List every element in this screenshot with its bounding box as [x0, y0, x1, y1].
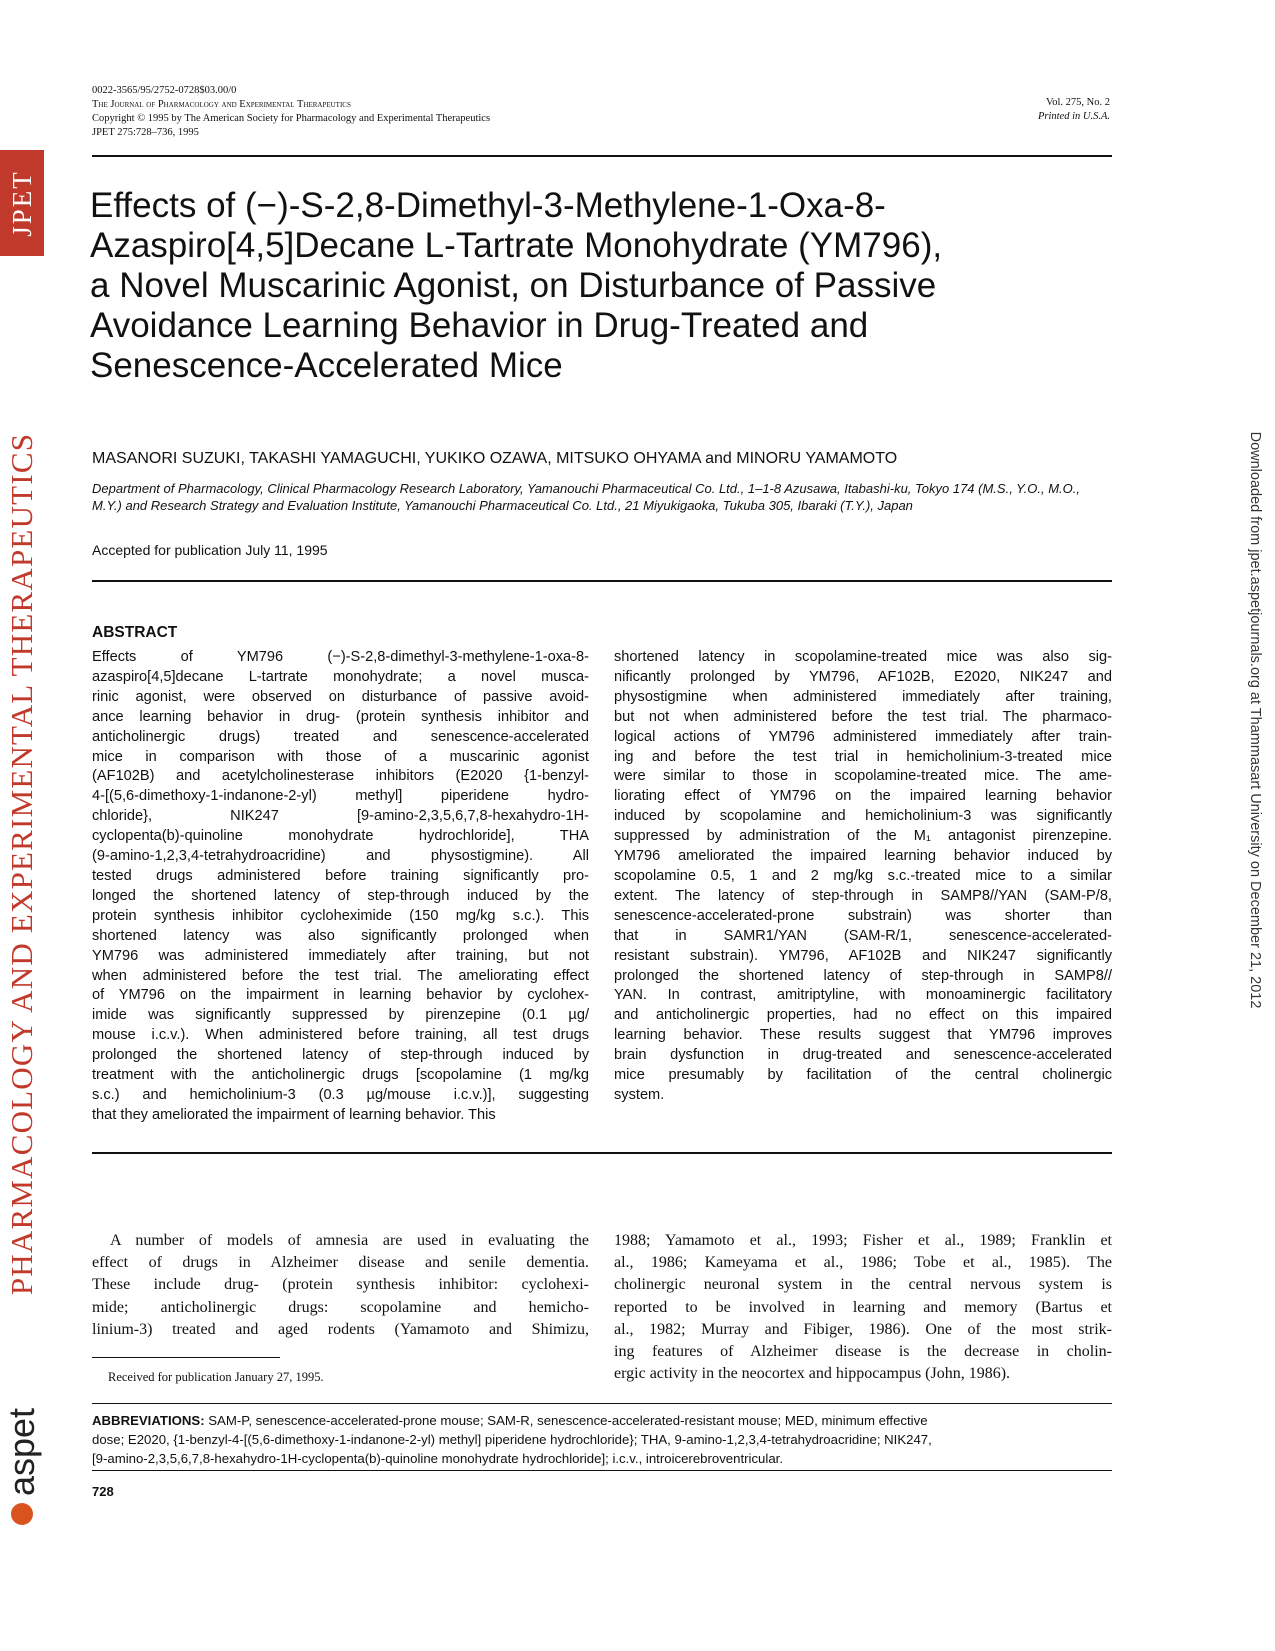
abstract-line: scopolamine 0.5, 1 and 2 mg/kg s.c.-treated mice to a similar	[614, 867, 1112, 884]
abstract-line: azaspiro[4,5]decane L-tartrate monohydrate; a novel musca-	[92, 668, 589, 685]
abstract-line: YM796 ameliorated the impaired learning behavior induced by	[614, 848, 1112, 865]
header-citation: JPET 275:728–736, 1995	[92, 127, 199, 138]
abstract-line: extent. The latency of step-through in SAMP8//YAN (SAM-P/8,	[614, 887, 1112, 904]
body-line: ing features of Alzheimer disease is the decrease in cholin-	[614, 1343, 1112, 1361]
journal-side-banner	[0, 150, 44, 1520]
abbreviations-line: [9-amino-2,3,5,6,7,8-hexahydro-1H-cyclopenta(b)-quinoline monohydrate hydrochloride]; i.c.v., introicerebroventricular.	[92, 1451, 783, 1466]
body-line: mide; anticholinergic drugs: scopolamine and hemicho-	[92, 1298, 589, 1316]
body-left-column	[92, 1230, 589, 1341]
abstract-line: but not when administered before the test trial. The pharmaco-	[614, 708, 1112, 725]
header-copyright: Copyright © 1995 by The American Society for Pharmacology and Experimental Therapeutics	[92, 113, 491, 124]
abbreviations-bottom-divider	[92, 1470, 1112, 1471]
abstract-line: 4-[(5,6-dimethoxy-1-indanone-2-yl) methyl] piperidene hydro-	[92, 788, 589, 805]
accepted-date: Accepted for publication July 11, 1995	[92, 542, 328, 558]
header-printed: Printed in U.S.A.	[1037, 111, 1110, 122]
title-line: Avoidance Learning Behavior in Drug-Treated and	[90, 306, 869, 345]
abstract-line: induced by scopolamine and hemicholinium-3 was significantly	[614, 808, 1112, 825]
abstract-line: logical actions of YM796 administered immediately after train-	[614, 728, 1112, 745]
header-volume-block	[1038, 96, 1110, 124]
abbreviations	[92, 1411, 1112, 1468]
abstract-line: prolonged the shortened latency of step-through in SAMP8//	[614, 967, 1112, 984]
abstract-line: shortened latency was also significantly prolonged when	[92, 927, 589, 944]
body-right-column	[614, 1230, 1112, 1385]
abstract-line: treatment with the anticholinergic drugs [scopolamine (1 mg/kg	[92, 1067, 589, 1084]
body-line: ergic activity in the neocortex and hippocampus (John, 1986).	[614, 1365, 1011, 1383]
abstract-line: resistant substrain). YM796, AF102B and NIK247 significantly	[614, 947, 1112, 964]
abstract-line: learning behavior. These results suggest that YM796 improves	[614, 1027, 1112, 1044]
abbreviations-label: ABBREVIATIONS:	[92, 1413, 205, 1428]
jpet-badge	[0, 150, 44, 256]
abstract-line: (9-amino-1,2,3,4-tetrahydroacridine) and physostigmine). All	[92, 848, 589, 865]
abstract-line: that they ameliorated the impairment of learning behavior. This	[92, 1106, 496, 1123]
abstract-line: shortened latency in scopolamine-treated mice was also sig-	[614, 649, 1112, 665]
abstract-line: that in SAMR1/YAN (SAM-R/1, senescence-accelerated-	[614, 927, 1112, 944]
journal-name-vertical	[0, 264, 44, 1464]
header-code: 0022-3565/95/2752-0728$03.00/0	[92, 85, 237, 96]
abstract-line: anticholinergic drugs) treated and senescence-accelerated	[92, 728, 589, 745]
body-line: al., 1982; Murray and Fibiger, 1986). One of the most strik-	[614, 1320, 1112, 1338]
abstract-line: suppressed by administration of the M₁ antagonist pirenzepine.	[614, 828, 1112, 845]
header-divider	[92, 155, 1112, 157]
abstract-line: of YM796 on the impairment in learning behavior by cyclohex-	[92, 987, 589, 1004]
abstract-line: and anticholinergic properties, had no effect on this impaired	[614, 1007, 1112, 1024]
title-line: Effects of (−)-S-2,8-Dimethyl-3-Methylene-1-Oxa-8-	[90, 186, 886, 225]
body-line: cholinergic neuronal system in the central nervous system is	[614, 1276, 1112, 1294]
header-journal: The Journal of Pharmacology and Experimental Therapeutics	[92, 99, 351, 110]
body-line: These include drug- (protein synthesis inhibitor: cyclohexi-	[92, 1276, 589, 1294]
body-line: 1988; Yamamoto et al., 1993; Fisher et al., 1989; Franklin et	[614, 1232, 1112, 1249]
abstract-line: mice presumably by facilitation of the central cholinergic	[614, 1067, 1112, 1084]
abstract-line: nificantly prolonged by YM796, AF102B, E2020, NIK247 and	[614, 668, 1112, 685]
body-line: A number of models of amnesia are used in evaluating the	[110, 1232, 589, 1249]
abstract-right-column	[614, 648, 1112, 1106]
title-line: Azaspiro[4,5]Decane L-Tartrate Monohydrate (YM796),	[90, 226, 943, 265]
journal-name-vertical-text: PHARMACOLOGY AND EXPERIMENTAL THERAPEUTICS	[4, 432, 39, 1296]
body-line: linium-3) treated and aged rodents (Yamamoto and Shimizu,	[92, 1320, 589, 1338]
download-notice	[1235, 431, 1275, 1009]
abstract-line: Effects of YM796 (−)-S-2,8-dimethyl-3-methylene-1-oxa-8-	[92, 649, 589, 665]
page-number: 728	[92, 1484, 114, 1499]
abstract-line: (AF102B) and acetylcholinesterase inhibitors (E2020 {1-benzyl-	[92, 768, 589, 785]
abbreviations-line: dose; E2020, {1-benzyl-4-[(5,6-dimethoxy-1-indanone-2-yl) methyl] piperidene hydrochloride}; THA, 9-amino-1,2,3,4-tetrahydroacridine; NIK247,	[92, 1432, 932, 1447]
article-title	[90, 186, 1090, 386]
header-meta	[92, 84, 490, 140]
abstract-line: cyclopenta(b)-quinoline monohydrate hydrochloride], THA	[92, 828, 589, 845]
abstract-line: mice in comparison with those of a muscarinic agonist	[92, 748, 589, 765]
abstract-line: tested drugs administered before training significantly pro-	[92, 867, 589, 884]
abstract-line: mouse i.c.v.). When administered before training, all test drugs	[92, 1027, 589, 1044]
abstract-line: s.c.) and hemicholinium-3 (0.3 µg/mouse i.c.v.)], suggesting	[92, 1086, 589, 1103]
abstract-bottom-divider	[92, 1152, 1112, 1154]
abstract-line: ance learning behavior in drug- (protein synthesis inhibitor and	[92, 708, 589, 725]
author-list: MASANORI SUZUKI, TAKASHI YAMAGUCHI, YUKIKO OZAWA, MITSUKO OHYAMA and MINORU YAMAMOTO	[92, 450, 898, 467]
abstract-line: system.	[614, 1086, 665, 1103]
title-line: a Novel Muscarinic Agonist, on Disturbance of Passive	[90, 266, 937, 305]
abstract-line: when administered before the test trial. The ameliorating effect	[92, 967, 589, 984]
aspet-logo	[0, 1360, 44, 1530]
received-footnote: Received for publication January 27, 1995.	[108, 1370, 324, 1384]
aspet-logo-text: aspet	[1, 1407, 42, 1497]
body-line: al., 1986; Kameyama et al., 1986; Tobe et al., 1985). The	[614, 1254, 1112, 1272]
abstract-line: prolonged the shortened latency of step-through induced by	[92, 1047, 589, 1064]
download-notice-text: Downloaded from jpet.aspetjournals.org at Thammasart University on December 21, 2012	[1247, 431, 1263, 1009]
abstract-line: YAN. In contrast, amitriptyline, with monoaminergic facilitatory	[614, 987, 1112, 1004]
abstract-line: rinic agonist, were observed on disturbance of passive avoid-	[92, 688, 589, 705]
aspet-logo-icon	[11, 1503, 33, 1525]
abstract-line: were similar to those in scopolamine-treated mice. The ame-	[614, 768, 1112, 785]
abstract-line: liorating effect of YM796 on the impaired learning behavior	[614, 788, 1112, 805]
abstract-line: imide was significantly suppressed by pirenzepine (0.1 µg/	[92, 1007, 589, 1024]
abstract-line: senescence-accelerated-prone substrain) was shorter than	[614, 907, 1112, 924]
abstract-heading: ABSTRACT	[92, 624, 178, 641]
abstract-line: longed the shortened latency of step-through induced by the	[92, 887, 589, 904]
abbreviations-divider	[92, 1403, 1112, 1404]
abstract-left-column	[92, 648, 589, 1126]
abstract-top-divider	[92, 580, 1112, 582]
abstract-line: physostigmine when administered immediately after training,	[614, 688, 1112, 705]
abstract-line: protein synthesis inhibitor cycloheximide (150 mg/kg s.c.). This	[92, 907, 589, 924]
title-line: Senescence-Accelerated Mice	[90, 346, 563, 385]
abstract-line: chloride}, NIK247 [9-amino-2,3,5,6,7,8-hexahydro-1H-	[92, 808, 589, 825]
body-line: reported to be involved in learning and memory (Bartus et	[614, 1298, 1112, 1316]
affiliation: Department of Pharmacology, Clinical Pharmacology Research Laboratory, Yamanouchi Pharmaceutical Co. Ltd., 1–1-8 Azusawa, Itabashi-ku, Tokyo 174 (M.S., Y.O., M.O., M.Y.) and Research Strategy and Evaluation Institute, Yamanouchi Pharmaceutical Co. Ltd., 21 Miyukigaoka, Tukuba 305, Ibaraki (T.Y.), Japan	[92, 481, 1080, 513]
abbreviations-line: SAM-P, senescence-accelerated-prone mouse; SAM-R, senescence-accelerated-resistant mouse; MED, minimum effective	[208, 1413, 928, 1428]
header-volume: Vol. 275, No. 2	[1046, 97, 1110, 108]
abstract-line: YM796 was administered immediately after training, but not	[92, 947, 589, 964]
jpet-label: JPET	[6, 169, 37, 237]
abstract-line: ing and before the test trial in hemicholinium-3-treated mice	[614, 748, 1112, 765]
body-line: effect of drugs in Alzheimer disease and senile dementia.	[92, 1254, 589, 1272]
abstract-line: brain dysfunction in drug-treated and senescence-accelerated	[614, 1047, 1112, 1064]
footnote-divider	[92, 1357, 280, 1358]
